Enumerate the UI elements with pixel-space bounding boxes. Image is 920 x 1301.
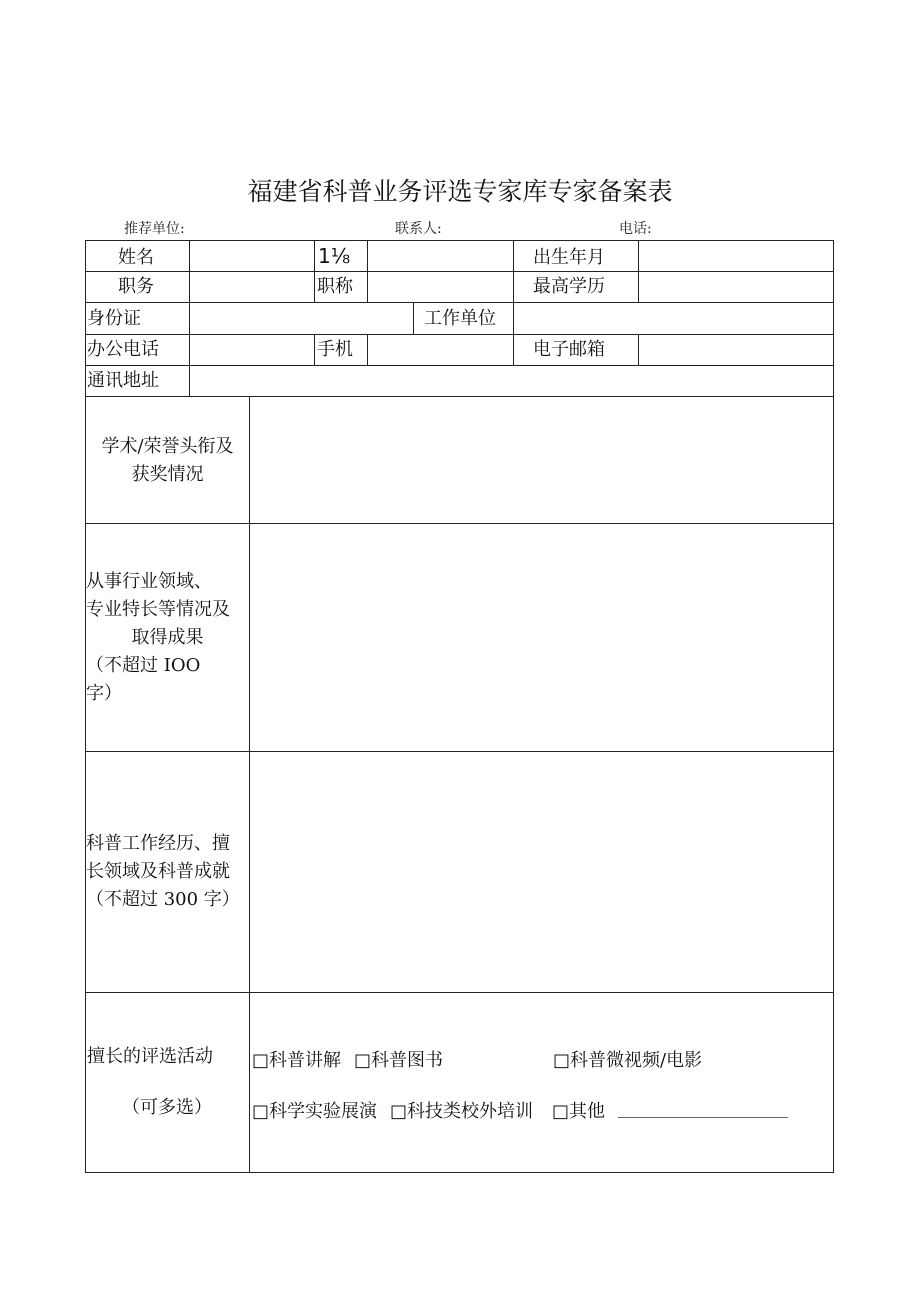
workplace-field[interactable]	[514, 303, 833, 334]
option-science-explanation[interactable]: □科普讲解	[252, 1050, 342, 1071]
honors-label-line: 学术/荣誉头衔及	[101, 436, 234, 457]
table-col-line	[513, 240, 514, 302]
science-label-line: （不超过 300 字）	[86, 889, 240, 910]
title-label: 职称	[317, 276, 353, 297]
option-science-experiment[interactable]: □科学实验展演	[252, 1101, 378, 1122]
mobile-label: 手机	[317, 339, 353, 360]
option-science-video[interactable]: □科普微视频/电影	[553, 1050, 703, 1071]
field-label-line: 字）	[86, 683, 122, 704]
birth-field[interactable]	[639, 241, 833, 271]
birth-label: 出生年月	[533, 247, 605, 268]
option-tech-training[interactable]: □科技类校外培训	[390, 1101, 534, 1122]
id-label: 身份证	[87, 308, 141, 329]
field-label-line: （不超过 IOO	[86, 655, 201, 676]
education-label: 最高学历	[533, 276, 605, 297]
contact-label: 联系人:	[395, 221, 442, 237]
education-field[interactable]	[639, 272, 833, 302]
table-col-line	[314, 334, 315, 365]
science-field[interactable]	[250, 752, 833, 992]
option-other[interactable]: □其他	[552, 1101, 606, 1122]
position-field[interactable]	[190, 272, 314, 302]
table-col-line	[513, 334, 514, 365]
table-row-line	[85, 992, 834, 993]
activity-label: 擅长的评选活动	[87, 1046, 213, 1067]
table-border-right	[833, 240, 834, 1173]
id-field[interactable]	[190, 303, 413, 334]
mobile-field[interactable]	[368, 335, 513, 365]
office-phone-field[interactable]	[190, 335, 314, 365]
other-blank-line[interactable]	[618, 1117, 788, 1118]
activity-sublabel: （可多选）	[122, 1097, 212, 1118]
address-label: 通讯地址	[87, 370, 159, 391]
honors-label-line: 获奖情况	[131, 464, 204, 485]
field-label	[86, 568, 249, 708]
title-field[interactable]	[368, 272, 513, 302]
gender-field[interactable]	[368, 241, 513, 271]
email-label: 电子邮箱	[533, 339, 605, 360]
table-border-bottom	[85, 1172, 834, 1173]
name-field[interactable]	[190, 241, 314, 271]
option-science-books[interactable]: □科普图书	[354, 1050, 444, 1071]
address-field[interactable]	[190, 366, 833, 396]
science-label	[86, 830, 249, 914]
table-col-line	[413, 302, 414, 334]
workplace-label: 工作单位	[424, 308, 496, 329]
recommender-label: 推荐单位:	[124, 221, 185, 237]
document-title: 福建省科普业务评选专家库专家备案表	[247, 177, 673, 206]
field-label-line: 专业特长等情况及	[86, 599, 230, 620]
office-phone-label: 办公电话	[87, 339, 159, 360]
table-col-line	[314, 240, 315, 302]
science-label-line: 科普工作经历、擅	[86, 833, 230, 854]
gender-label: 1⅛	[318, 244, 351, 268]
email-field[interactable]	[639, 335, 833, 365]
field-label-line: 从事行业领域、	[86, 571, 212, 592]
position-label: 职务	[118, 276, 154, 297]
honors-label	[86, 433, 249, 489]
phone-label: 电话:	[619, 221, 652, 237]
field-label-line: 取得成果	[131, 627, 204, 648]
name-label: 姓名	[118, 247, 154, 268]
science-label-line: 长领域及科普成就	[86, 861, 230, 882]
honors-field[interactable]	[250, 397, 833, 523]
field-field[interactable]	[250, 524, 833, 751]
